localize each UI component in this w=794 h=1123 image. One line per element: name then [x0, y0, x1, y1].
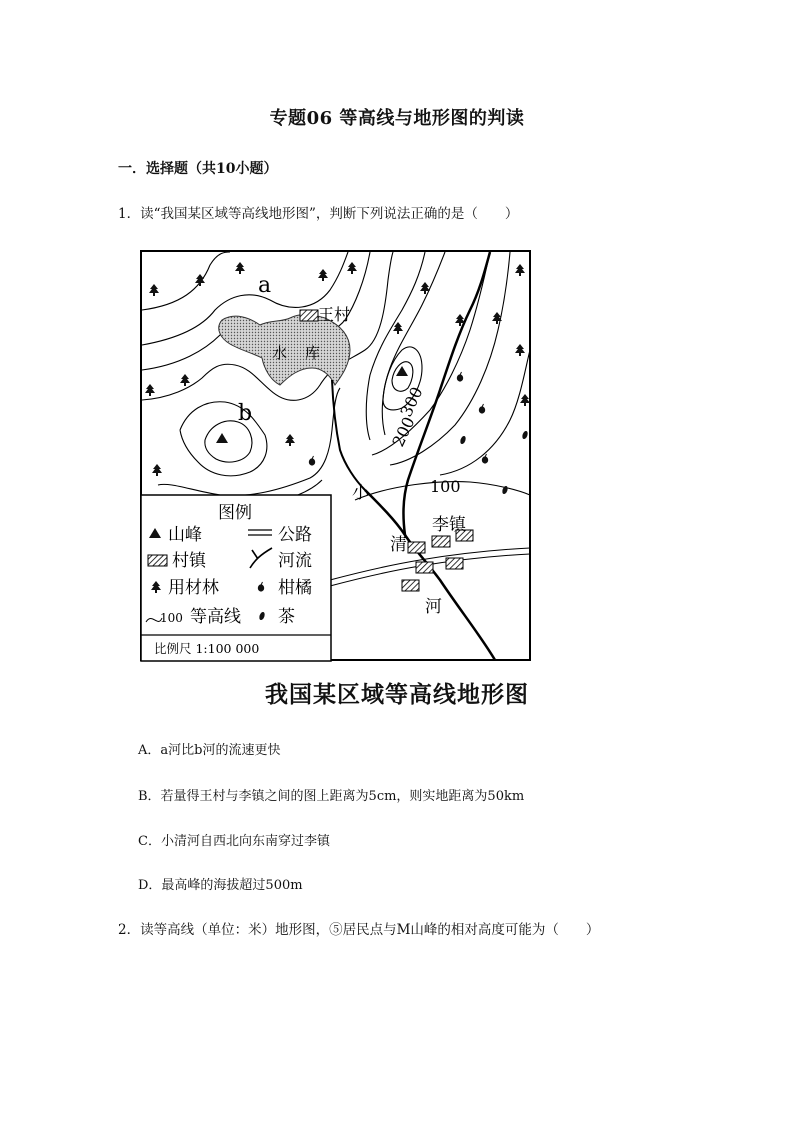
- legend-contour-value: 100: [160, 611, 183, 625]
- village-block: [446, 558, 463, 569]
- legend-citrus: 柑橘: [278, 578, 312, 598]
- label-reservoir-2: 库: [305, 344, 321, 362]
- option-b: B．若量得王村与李镇之间的图上距离为5cm，则实地距离为50km: [138, 789, 525, 804]
- legend-title: 图例: [218, 503, 252, 523]
- label-qing: 清: [390, 535, 407, 555]
- label-contour-300: 300: [396, 383, 427, 420]
- label-a: a: [258, 273, 272, 298]
- legend-peak: 山峰: [168, 525, 202, 545]
- option-a: A．a河比b河的流速更快: [138, 743, 281, 758]
- legend-timber: 用材林: [168, 578, 219, 598]
- village-block: [432, 536, 450, 547]
- option-d: D．最高峰的海拔超过500m: [138, 878, 303, 893]
- legend-road: 公路: [278, 525, 312, 545]
- question-1-stem: 1．读“我国某区域等高线地形图”，判断下列说法正确的是（ ）: [118, 206, 519, 222]
- label-xiao: 小: [352, 483, 369, 503]
- label-contour-100: 100: [430, 477, 461, 496]
- contour-map: [140, 250, 532, 666]
- map-caption: 我国某区域等高线地形图: [265, 681, 529, 708]
- village-icon: [148, 555, 167, 566]
- doc-title: 专题06 等高线与地形图的判读: [269, 108, 525, 129]
- village-wangcun: [300, 310, 318, 321]
- label-wangcun: 王村: [318, 305, 351, 324]
- question-2-stem: 2．读等高线（单位：米）地形图，⑤居民点与M山峰的相对高度可能为（ ）: [118, 922, 600, 938]
- legend-contour: 等高线: [190, 607, 241, 627]
- legend-tea: 茶: [278, 607, 295, 627]
- label-reservoir-1: 水: [272, 344, 288, 362]
- legend-village: 村镇: [172, 551, 206, 571]
- label-b: b: [238, 401, 253, 426]
- village-block: [408, 542, 425, 553]
- label-lizhen: 李镇: [432, 515, 466, 535]
- contour-map-svg: [140, 250, 532, 662]
- option-c: C．小清河自西北向东南穿过李镇: [138, 834, 330, 849]
- label-he: 河: [425, 597, 442, 617]
- village-block: [416, 562, 433, 573]
- label-contour-200: 200: [388, 413, 419, 450]
- legend-river: 河流: [278, 551, 312, 571]
- village-block: [402, 580, 419, 591]
- legend-scale: 比例尺 1:100 000: [154, 641, 260, 656]
- section-heading: 一．选择题（共10小题）: [118, 161, 278, 177]
- legend: [141, 495, 331, 661]
